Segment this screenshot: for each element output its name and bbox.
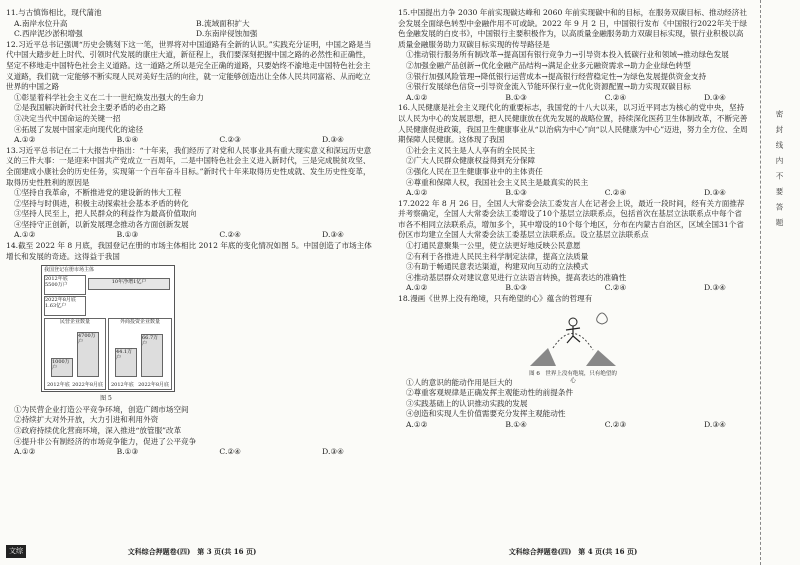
cartoon-figure (528, 308, 618, 385)
figure-title: 我国登记在册市场主体 (44, 267, 95, 274)
answer-a[interactable]: A.①② (14, 135, 36, 145)
answer-b[interactable]: B.①③ (505, 188, 527, 198)
answer-c[interactable]: C.②③ (219, 135, 241, 145)
page-footer: 文科综合押题卷(四) 第 3 页(共 16 页) (127, 547, 257, 557)
statement-1: ①彰显着科学社会主义在二十一世纪焕发出强大的生命力 (14, 92, 204, 102)
bar-2022: 66.7万户 (141, 334, 163, 377)
option-c[interactable]: C.西岸泥沙淤积增强 (14, 29, 83, 39)
statement-4: ④提升非公有制经济的市场竞争能力，促进了公平竞争 (14, 436, 197, 446)
question-13-answers (14, 230, 344, 241)
statement-1: ①坚持自我革命，不断推进党的建设新的伟大工程 (14, 188, 182, 198)
private-enterprise-chart (44, 318, 106, 390)
statement-2: ②持续扩大对外开放，大力引进和利用外资 (14, 415, 159, 425)
answer-b[interactable]: B.①③ (505, 92, 527, 102)
cliff-left (530, 348, 556, 366)
answer-d[interactable]: D.③④ (322, 135, 344, 145)
statement-1: ①打通民意聚集一公里，使立法更好地反映公民意愿 (406, 241, 581, 251)
statement-4: ④坚持守正创新，以新发展理念推动各方面创新发展 (14, 219, 189, 229)
x-label-2022: 2022年8月底 (138, 382, 169, 389)
statement-3: ③决定当代中国命运的关键一招 (14, 113, 121, 123)
question-16-answers (406, 188, 726, 199)
left-page (6, 8, 378, 558)
statement-4: ④银行发展绿色信贷→引导资金流入节能环保行业→优化资源配置→助力实现双碳目标 (406, 82, 691, 92)
label-2012: 2012年底 (45, 276, 68, 283)
subject-tag: 文综 (6, 545, 26, 558)
answer-c[interactable]: C.②④ (604, 92, 627, 102)
question-17-stem: 17.2022 年 8 月 26 日，全国人大常委会法工委发言人在记者会上说，最近一段时间，经有关方面推荐并考察确定，全国人大常委会法工委增设了10个基层立法联系点，包括首次在基层立法联系点中每个省市各不相同立法联系点，增加多个，其中增设的10个每个地区，分布在内蒙古自治区，区域全国31个省份区市均建立全国人大常委会法工委基层立法联系点。设立基层立法联系点 (398, 198, 745, 240)
statement-1: ①人的意识的能动作用是巨大的 (406, 377, 513, 387)
question-18-stem: 18.漫画《世界上没有绝境，只有绝望的心》蕴含的哲理有 (398, 294, 593, 304)
statement-3: ③坚持人民至上，把人民群众的利益作为最高价值取向 (14, 209, 197, 219)
question-15-stem: 15.中国提出力争 2030 年前实现碳达峰和 2060 年前实现碳中和的目标，在服务双碳目标、推动经济社会发展全面绿色转型中金融作用不可或缺。2022 年 9 月 2 日，中国银行发布《中国银行2022年关于绿色金融发展的白皮书》，中国银行主要积极作为，以高质量金融服务助力双碳目标实现，银行业积极以高质量金融服务助力双碳目标实现的传导路径是 (398, 8, 747, 49)
answer-b[interactable]: B.①③ (116, 447, 139, 457)
figure-caption: 图 5 (100, 395, 112, 403)
question-14-stem: 14.截至 2022 年 8 月底，我国登记在册的市场主体相比 2012 年底的变化情况如图 5。中国创造了市场主体增长和发展的奇迹。这得益于我国 (6, 241, 372, 261)
answer-d[interactable]: D.③④ (322, 230, 344, 240)
question-11-options (14, 19, 378, 40)
answer-b[interactable]: B.①④ (505, 420, 527, 429)
value-2022: 1.63亿户 (45, 303, 67, 310)
figure-5-market-entities (41, 265, 175, 392)
answer-d[interactable]: D.③④ (704, 188, 726, 198)
growth-arrow (88, 278, 170, 290)
statement-4: ④创造和实现人生价值需要充分发挥主观能动性 (406, 409, 566, 419)
cloud-shape (597, 313, 608, 324)
question-12-answers (14, 135, 344, 146)
chart-title: 民营企业数量 (59, 319, 90, 326)
question-17-answers (406, 283, 726, 294)
jumper-head (569, 318, 577, 326)
label-2022: 2022年8月底 (45, 297, 76, 304)
cartoon-caption: 图 6 世界上没有绝境，只有绝望的心 (529, 371, 617, 385)
answer-c[interactable]: C.②④ (219, 447, 241, 457)
binding-margin (760, 0, 800, 565)
statement-1: ①社会主义民主是人人享有的全民民主 (406, 145, 536, 155)
statement-2: ②坚持与时俱进，积极主动探索社会基本矛盾的转化 (14, 198, 189, 208)
chart-title: 外商投资企业数量 (119, 319, 160, 326)
statement-3: ③有助于畅通民意表达渠道，构建双向互动的立法模式 (406, 262, 589, 272)
statement-2: ②是我国解决新时代社会主要矛盾的必由之路 (14, 103, 166, 113)
answer-c[interactable]: C.②④ (604, 283, 627, 293)
statement-3: ③银行加强风险管理→降低银行运营成本→提高银行经营稳定性→为绿色发展提供资金支持 (406, 71, 707, 81)
question-15-answers (406, 93, 726, 104)
option-a[interactable]: A.南岸水位升高 (14, 18, 68, 28)
answer-c[interactable]: C.②④ (219, 230, 241, 240)
question-11-stem: 11.与古慎饰相比，现代蒲池 (6, 8, 102, 17)
binding-notice: 密封线内不要答题 (775, 110, 784, 234)
statement-2: ②尊重客观规律是正确发挥主观能动性的前提条件 (406, 388, 574, 398)
x-label-2012: 2012年底 (111, 382, 134, 389)
option-d[interactable]: D.东南岸侵蚀加强 (196, 29, 258, 39)
answer-b[interactable]: B.①④ (116, 135, 139, 145)
answer-a[interactable]: A.①② (14, 447, 36, 457)
answer-a[interactable]: A.①② (406, 283, 428, 293)
x-label-2012: 2012年底 (47, 382, 70, 389)
question-18-answers (406, 420, 726, 431)
answer-d[interactable]: D.③④ (704, 283, 726, 293)
statement-4: ④拓展了发展中国家走向现代化的途径 (14, 124, 144, 134)
foreign-enterprise-chart (108, 318, 172, 390)
answer-a[interactable]: A.①② (406, 188, 428, 198)
answer-c[interactable]: C.②④ (604, 188, 627, 198)
bar-2012: 44.1万户 (115, 348, 137, 377)
answer-b[interactable]: B.①③ (505, 283, 527, 293)
question-12-stem: 12.习近平总书记强调“历史会镌刻下这一笔，世界将对中国道路有全新的认识。”实践充分证明，中国之路是当代中国大踏步赶上时代、引领时代发展的康庄大道，新征程上，我们要深刻把握中国之路的必然性和正确性，坚定不移地走中国特色社会主义道路。这一道路之所以是完全正确的道路，只要始终不渝地走中国特色社会主义道路，我们就一定能够不断实现人民对美好生活的向往，就一定能够创造出让全体人民共同富裕、从而屹立世界的中国之路 (6, 39, 372, 92)
statement-1: ①为民营企业打造公平竞争环境，创造广阔市场空间 (14, 404, 189, 414)
answer-d[interactable]: D.③④ (704, 92, 726, 102)
statement-2: ②有利于各推进人民民主科学制定法律，提高立法质量 (406, 251, 589, 261)
box-2022 (44, 296, 86, 316)
question-14-answers (14, 447, 344, 458)
statement-4: ④推动基层群众对建议意见进行立法语言转换，提高表达的准确性 (406, 272, 627, 282)
statement-2: ②广大人民群众健康权益得到充分保障 (406, 156, 536, 166)
answer-d[interactable]: D.③④ (322, 447, 344, 457)
cartoon-illustration (528, 308, 618, 368)
question-13-stem: 13.习近平总书记在二十大报告中指出：“十年来，我们经历了对党和人民事业具有重大现实意义和深远历史意义的三件大事：一是迎来中国共产党成立一百周年，二是中国特色社会主义进入新时代，三是完成脱贫攻坚、全面建成小康社会的历史任务，实现第一个百年奋斗目标。”新时代十年来取得历史性成就、发生历史性变革，取得历史性胜利的原因是 (6, 145, 372, 187)
bar-2022: 4700万户 (77, 332, 99, 378)
answer-a[interactable]: A.①② (406, 92, 428, 102)
cliff-right (586, 350, 616, 366)
statement-1: ①推动银行服务所有制改革→提高国有银行竞争力→引导资本投入低碳行业和领域→推动绿色发展 (406, 50, 729, 60)
option-b[interactable]: B.流域面积扩大 (196, 18, 250, 28)
answer-d[interactable]: D.③④ (704, 420, 726, 429)
bar-2012: 1000万户 (51, 358, 73, 377)
right-page (398, 8, 748, 558)
answer-a[interactable]: A.①② (14, 230, 36, 240)
question-16-stem: 16.人民健康是社会主义现代化的重要标志，我国党的十八大以来，以习近平同志为核心的党中央，坚持以人民为中心的发展思想，把人民健康放在优先发展的战略位置，持续深化医药卫生体制改革，不断完善人民健康促进政策，我国卫生健康事业从“以治病为中心”向“以人民健康为中心”迈进，努力全方位、全周期保障人民健康。这体现了我国 (398, 103, 748, 145)
answer-a[interactable]: A.①② (406, 420, 428, 429)
statement-4: ④尊重和保障人权，我国社会主义民主是最真实的民主 (406, 177, 589, 187)
answer-b[interactable]: B.①③ (116, 230, 139, 240)
x-label-2022: 2022年8月底 (72, 382, 103, 389)
box-2012 (44, 275, 86, 295)
value-2012: 5500万户 (45, 282, 68, 289)
statement-3: ③政府持续优化营商环境，深入推进“放管服”改革 (14, 426, 182, 436)
statement-3: ③实践基础上的认识推动实践的发展 (406, 398, 528, 408)
page-footer: 文科综合押题卷(四) 第 4 页(共 16 页) (508, 547, 638, 557)
statement-3: ③强化人民在卫生健康事业中的主体责任 (406, 166, 543, 176)
growth-label: 10年净增1亿户 (111, 279, 147, 286)
answer-c[interactable]: C.②③ (604, 420, 627, 429)
statement-2: ②加强金融产品创新→优化金融产品结构→满足企业多元融资需求→助力企业绿色转型 (406, 60, 691, 70)
